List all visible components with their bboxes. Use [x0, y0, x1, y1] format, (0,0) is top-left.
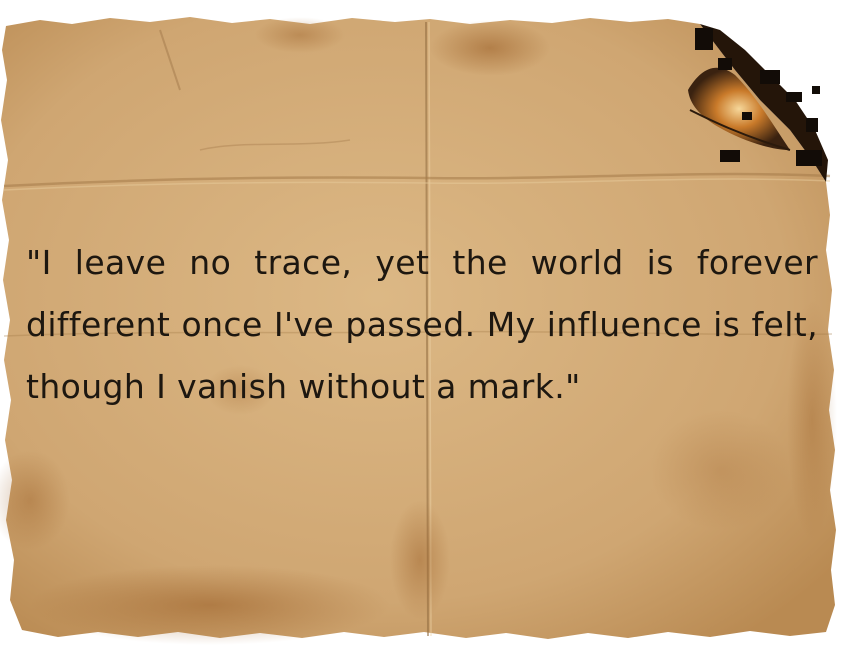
stain-bottom-left	[30, 565, 390, 645]
riddle-text: "I leave no trace, yet the world is forever different once I've passed. My influence is felt, though I vanish without a mark."	[26, 243, 818, 406]
stain-top	[430, 20, 550, 76]
